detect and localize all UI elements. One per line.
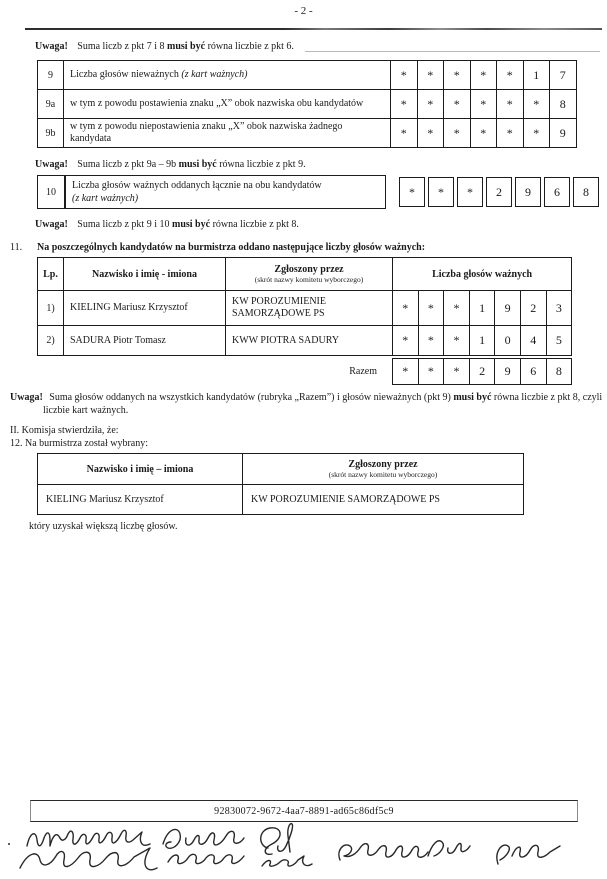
note-text: Suma liczb z pkt 9 i 10	[77, 219, 170, 230]
candidates-table	[37, 257, 572, 356]
item-12-heading: 12. Na burmistrza został wybrany:	[10, 438, 149, 449]
note-razem	[10, 391, 607, 417]
signatures-area	[0, 822, 607, 879]
elected-table	[37, 453, 524, 515]
part-2-heading: II. Komisja stwierdziła, że:	[10, 425, 119, 436]
digit-cell: 8	[546, 358, 573, 385]
digit-cell: *	[392, 358, 419, 385]
digit-cell: *	[497, 90, 524, 119]
digit-cell: *	[523, 90, 550, 119]
digit-strip	[392, 358, 572, 385]
handwritten-signature	[20, 848, 157, 870]
handwritten-signature	[163, 829, 244, 848]
scan-rule-line	[25, 28, 602, 30]
digit-cell: *	[399, 177, 425, 207]
candidate-row	[38, 326, 572, 356]
header-votes: Liczba głosów ważnych	[393, 258, 572, 291]
digit-cell: 3	[546, 291, 572, 326]
digit-cell: *	[444, 326, 470, 356]
digit-cell: *	[470, 61, 497, 90]
closing-text: który uzyskał większą liczbę głosów.	[29, 521, 178, 532]
row-number: 9a	[38, 90, 64, 119]
row-label: w tym z powodu niepostawienia znaku „X” obok nazwiska żadnego kandydata	[64, 119, 391, 148]
digit-cell: *	[444, 119, 471, 148]
note-text: równa liczbie z pkt 8.	[212, 219, 299, 230]
digit-cell: 5	[546, 326, 572, 356]
protocol-code-box	[30, 800, 578, 822]
header-committee-main: Zgłoszony przez	[274, 264, 344, 275]
elected-name: KIELING Mariusz Krzysztof	[38, 485, 243, 515]
handwritten-signature	[339, 844, 428, 860]
note-text: Suma głosów oddanych na wszystkich kandydatów (rubryka „Razem”) i głosów nieważnych (pkt 9)	[49, 392, 451, 403]
note-bold: musi być	[172, 219, 211, 230]
candidate-committee: KW POROZUMIENIE SAMORZĄDOWE PS	[226, 291, 393, 326]
digit-cell: 1	[469, 291, 495, 326]
handwritten-signature	[497, 845, 560, 864]
digit-cell: *	[443, 358, 470, 385]
invalid-votes-table	[37, 60, 577, 148]
digit-cell: 2	[486, 177, 512, 207]
handwritten-signature	[261, 824, 293, 855]
digit-cell: *	[428, 177, 454, 207]
total-row	[37, 358, 607, 385]
digit-cell: *	[391, 119, 418, 148]
header-committee	[226, 258, 393, 291]
note-text: Suma liczb z pkt 7 i 8	[77, 41, 165, 52]
handwritten-signature	[262, 856, 312, 866]
digit-cell: 9	[515, 177, 541, 207]
protocol-code: 92830072-9672-4aa7-8891-ad65c86df5c9	[214, 805, 394, 817]
table-row-9b	[38, 119, 577, 148]
row-label-italic: (z kart ważnych)	[181, 69, 248, 80]
row-label-text: Liczba głosów ważnych oddanych łącznie na obu kandydatów	[72, 180, 322, 191]
valid-votes-row	[37, 175, 607, 209]
header-committee-main: Zgłoszony przez	[348, 459, 418, 470]
note-label: Uwaga!	[35, 41, 68, 52]
candidate-lp: 1)	[38, 291, 64, 326]
note-pkt-9a-9b	[35, 158, 607, 171]
note-bold: musi być	[167, 41, 206, 52]
digit-cell: *	[417, 119, 444, 148]
digit-cell: *	[393, 291, 419, 326]
digit-cell: *	[444, 61, 471, 90]
digit-cell: *	[393, 326, 419, 356]
candidate-row	[38, 291, 572, 326]
digit-cell: *	[497, 119, 524, 148]
table-row-9a	[38, 90, 577, 119]
note-label: Uwaga!	[35, 159, 68, 170]
digit-cell: *	[391, 61, 418, 90]
digit-cell: 2	[469, 358, 496, 385]
digit-cell: 1	[523, 61, 550, 90]
digit-cell: *	[457, 177, 483, 207]
page-number: - 2 -	[294, 5, 313, 17]
header-committee-sub: (skrót nazwy komitetu wyborczego)	[328, 470, 438, 479]
digit-cell: 0	[495, 326, 521, 356]
elected-committee: KW POROZUMIENIE SAMORZĄDOWE PS	[243, 485, 524, 515]
row-label	[64, 61, 391, 90]
digit-cell: *	[418, 291, 444, 326]
header-name: Nazwisko i imię - imiona	[64, 258, 226, 291]
digit-cell: 6	[520, 358, 547, 385]
digit-cell: *	[523, 119, 550, 148]
note-bold: musi być	[453, 392, 492, 403]
digit-cell: *	[391, 90, 418, 119]
note-bold: musi być	[178, 159, 217, 170]
header-name: Nazwisko i imię – imiona	[38, 454, 243, 485]
digit-cell: *	[497, 61, 524, 90]
row-label: w tym z powodu postawienia znaku „X” obok nazwiska obu kandydatów	[64, 90, 391, 119]
digit-cell: 2	[520, 291, 546, 326]
digit-cell: *	[470, 119, 497, 148]
row-label-italic: (z kart ważnych)	[72, 193, 139, 204]
section-11-heading	[10, 241, 607, 254]
total-label: Razem	[349, 366, 377, 377]
header-committee-sub: (skrót nazwy komitetu wyborczego)	[254, 275, 364, 284]
elected-row	[38, 485, 524, 515]
digit-cell: 9	[494, 358, 521, 385]
candidate-name: KIELING Mariusz Krzysztof	[64, 291, 226, 326]
table-row-9	[38, 61, 577, 90]
digit-cell: *	[418, 326, 444, 356]
digit-cell: *	[417, 90, 444, 119]
digit-cell: 7	[550, 61, 577, 90]
handwritten-signature	[27, 830, 150, 846]
row-label-text: Liczba głosów nieważnych	[70, 69, 179, 80]
header-committee	[243, 454, 524, 485]
note-text: Suma liczb z pkt 9a – 9b	[77, 159, 177, 170]
section-title: Na poszczególnych kandydatów na burmistrza oddano następujące liczby głosów ważnych:	[37, 242, 426, 253]
digit-cell: 9	[495, 291, 521, 326]
digit-cell: *	[418, 358, 445, 385]
ink-dot	[8, 843, 10, 845]
header-lp: Lp.	[38, 258, 64, 291]
note-label: Uwaga!	[35, 219, 68, 230]
digit-cell: 8	[573, 177, 599, 207]
digit-cell: 1	[469, 326, 495, 356]
candidates-table-header	[38, 258, 572, 291]
digit-cell: *	[444, 90, 471, 119]
section-number: 11.	[10, 242, 23, 253]
digit-cell: 9	[550, 119, 577, 148]
note-text: równa liczbie z pkt 6.	[207, 41, 294, 52]
handwritten-signature	[428, 841, 470, 856]
note-text: równa liczbie z pkt 9.	[219, 159, 306, 170]
note-pkt-9-10	[35, 218, 607, 231]
handwritten-signature	[168, 854, 244, 863]
row-number: 9	[38, 61, 64, 90]
digit-cell: 8	[550, 90, 577, 119]
scan-artifact-line	[305, 51, 600, 52]
candidate-committee: KWW PIOTRA SADURY	[226, 326, 393, 356]
digit-strip	[399, 175, 599, 209]
elected-table-header	[38, 454, 524, 485]
digit-cell: 6	[544, 177, 570, 207]
row-number: 10	[37, 175, 65, 209]
digit-cell: *	[470, 90, 497, 119]
digit-cell: 4	[520, 326, 546, 356]
digit-cell: *	[444, 291, 470, 326]
note-label: Uwaga!	[10, 392, 43, 403]
row-number: 9b	[38, 119, 64, 148]
row-label	[65, 175, 386, 209]
digit-cell: *	[417, 61, 444, 90]
candidate-name: SADURA Piotr Tomasz	[64, 326, 226, 356]
candidate-lp: 2)	[38, 326, 64, 356]
note-text: równa liczbie z pkt 8, czyli liczbie kart ważnych.	[43, 392, 603, 416]
